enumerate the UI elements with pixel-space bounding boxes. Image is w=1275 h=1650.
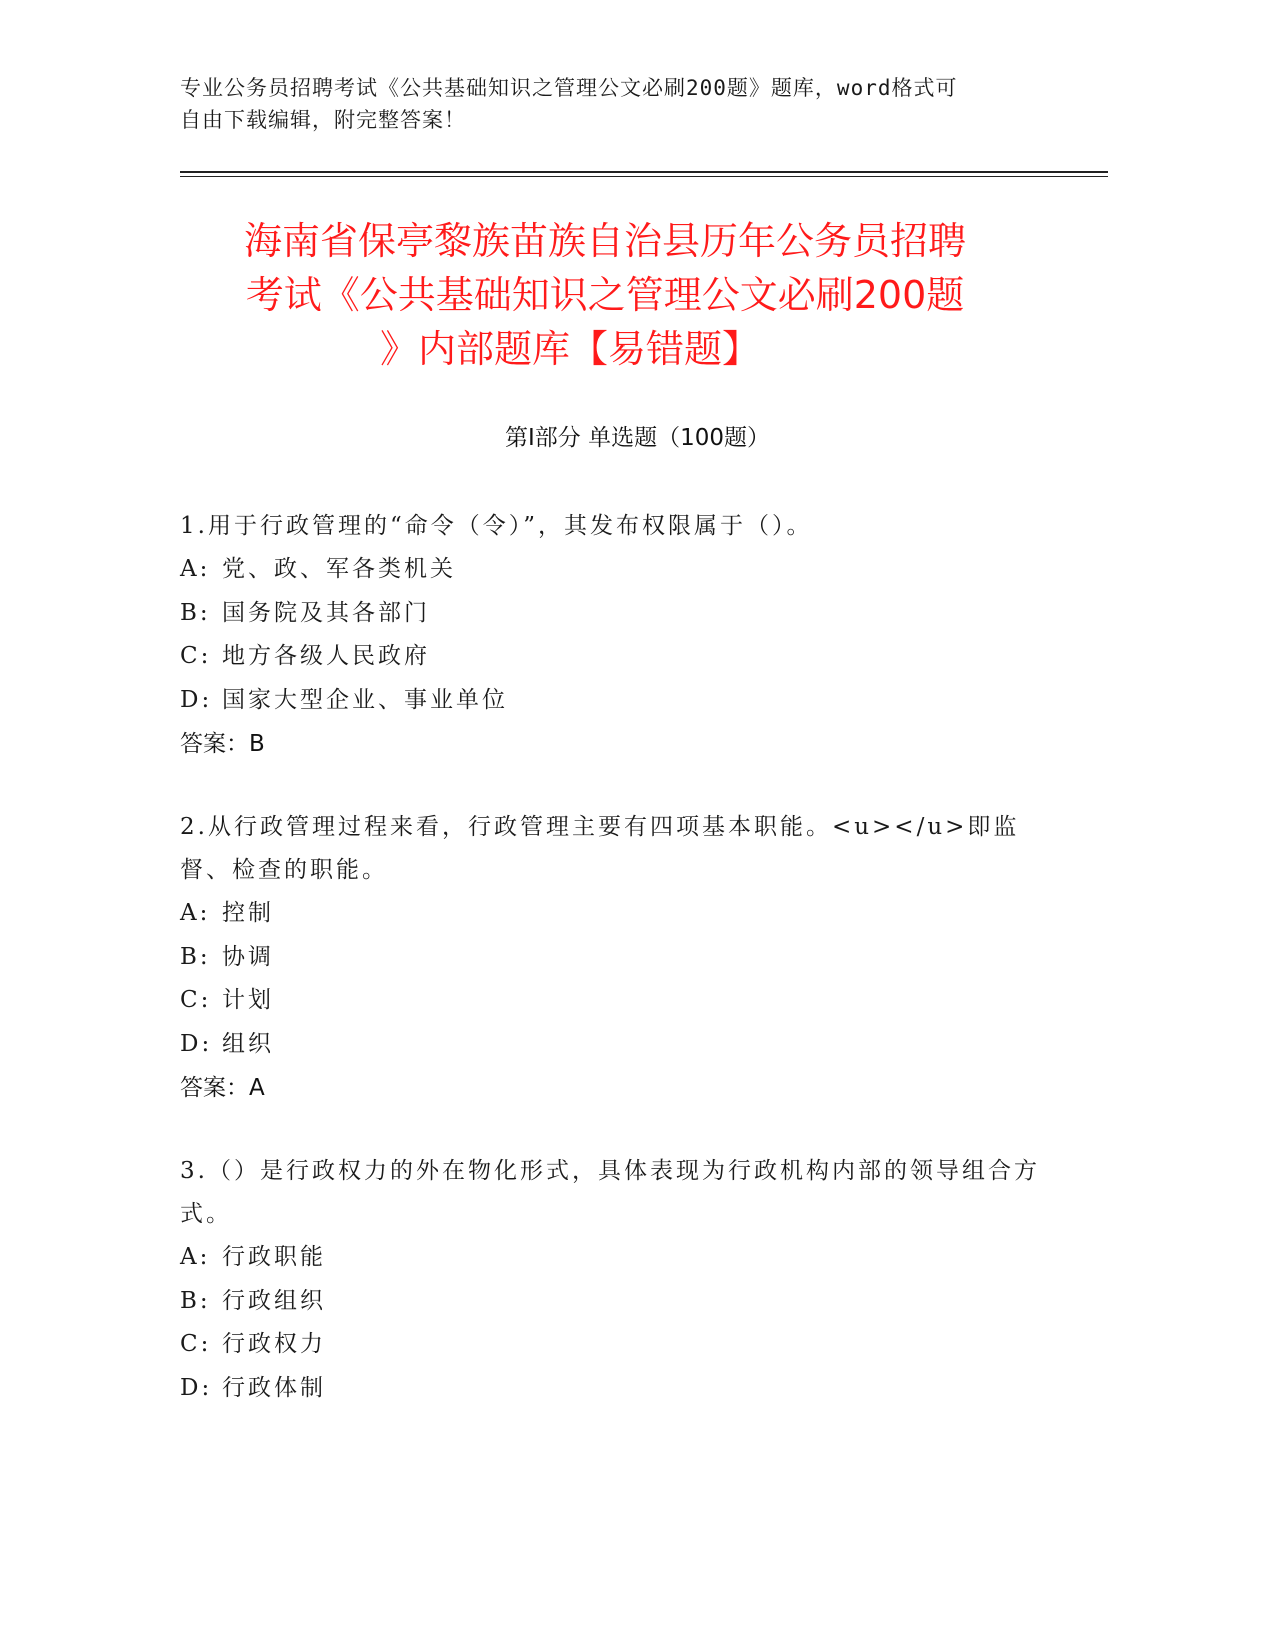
option-text: 地方各级人民政府 — [222, 643, 430, 669]
header-note-line-2: 自由下载编辑，附完整答案！ — [180, 108, 466, 132]
header-divider-thin — [180, 176, 1108, 177]
option-label: A: — [180, 1244, 211, 1270]
option-d — [180, 1367, 1050, 1411]
option-text: 控制 — [222, 900, 274, 926]
option-label: A: — [180, 556, 211, 582]
option-b — [180, 592, 1050, 636]
question-stem: 3.（）是行政权力的外在物化形式，具体表现为行政机构内部的领导组合方式。 — [180, 1158, 1040, 1227]
question-3 — [180, 1150, 1050, 1410]
header-divider-thick — [180, 171, 1108, 173]
header-note — [180, 72, 1050, 136]
option-text: 行政组织 — [222, 1287, 326, 1314]
option-label: C: — [180, 1331, 212, 1357]
option-text: 行政体制 — [222, 1374, 326, 1401]
option-text: 党、政、军各类机关 — [222, 556, 456, 582]
option-label: B: — [180, 1287, 211, 1314]
option-text: 计划 — [222, 987, 274, 1013]
option-label: B: — [180, 599, 211, 626]
option-label: C: — [180, 987, 212, 1013]
option-c — [180, 635, 1050, 679]
option-label: B: — [180, 943, 211, 970]
question-stem: 1.用于行政管理的“命令（令）”，其发布权限属于（）。 — [180, 513, 813, 539]
option-d — [180, 679, 1050, 723]
option-b — [180, 936, 1050, 980]
option-a — [180, 548, 1050, 592]
option-d — [180, 1023, 1050, 1067]
answer: 答案：A — [180, 1075, 265, 1101]
option-label: D: — [180, 686, 213, 713]
option-text: 国务院及其各部门 — [222, 599, 430, 626]
header-note-line-1: 专业公务员招聘考试《公共基础知识之管理公文必刷200题》题库，word格式可 — [180, 76, 958, 100]
question-2 — [180, 806, 1050, 1110]
document-title — [180, 214, 1030, 376]
answer: 答案：B — [180, 731, 265, 757]
option-text: 组织 — [222, 1030, 274, 1057]
option-a — [180, 892, 1050, 936]
title-line-2: 考试《公共基础知识之管理公文必刷200题 — [245, 273, 965, 317]
title-line-3: 》内部题库【易错题】 — [380, 327, 761, 371]
option-text: 行政职能 — [222, 1244, 326, 1270]
option-label: D: — [180, 1030, 213, 1057]
option-text: 协调 — [222, 943, 274, 970]
option-text: 国家大型企业、事业单位 — [222, 686, 508, 713]
option-c — [180, 979, 1050, 1023]
question-list — [180, 505, 1050, 1450]
option-label: D: — [180, 1374, 213, 1401]
section-heading: 第Ⅰ部分 单选题（100题） — [505, 425, 770, 451]
option-a — [180, 1236, 1050, 1280]
question-1 — [180, 505, 1050, 766]
option-c — [180, 1323, 1050, 1367]
question-stem: 2.从行政管理过程来看，行政管理主要有四项基本职能。<u></u>即监督、检查的职能。 — [180, 814, 1020, 883]
title-line-1: 海南省保亭黎族苗族自治县历年公务员招聘 — [243, 219, 966, 263]
option-text: 行政权力 — [222, 1331, 326, 1357]
option-label: A: — [180, 900, 211, 926]
option-b — [180, 1280, 1050, 1324]
option-label: C: — [180, 643, 212, 669]
